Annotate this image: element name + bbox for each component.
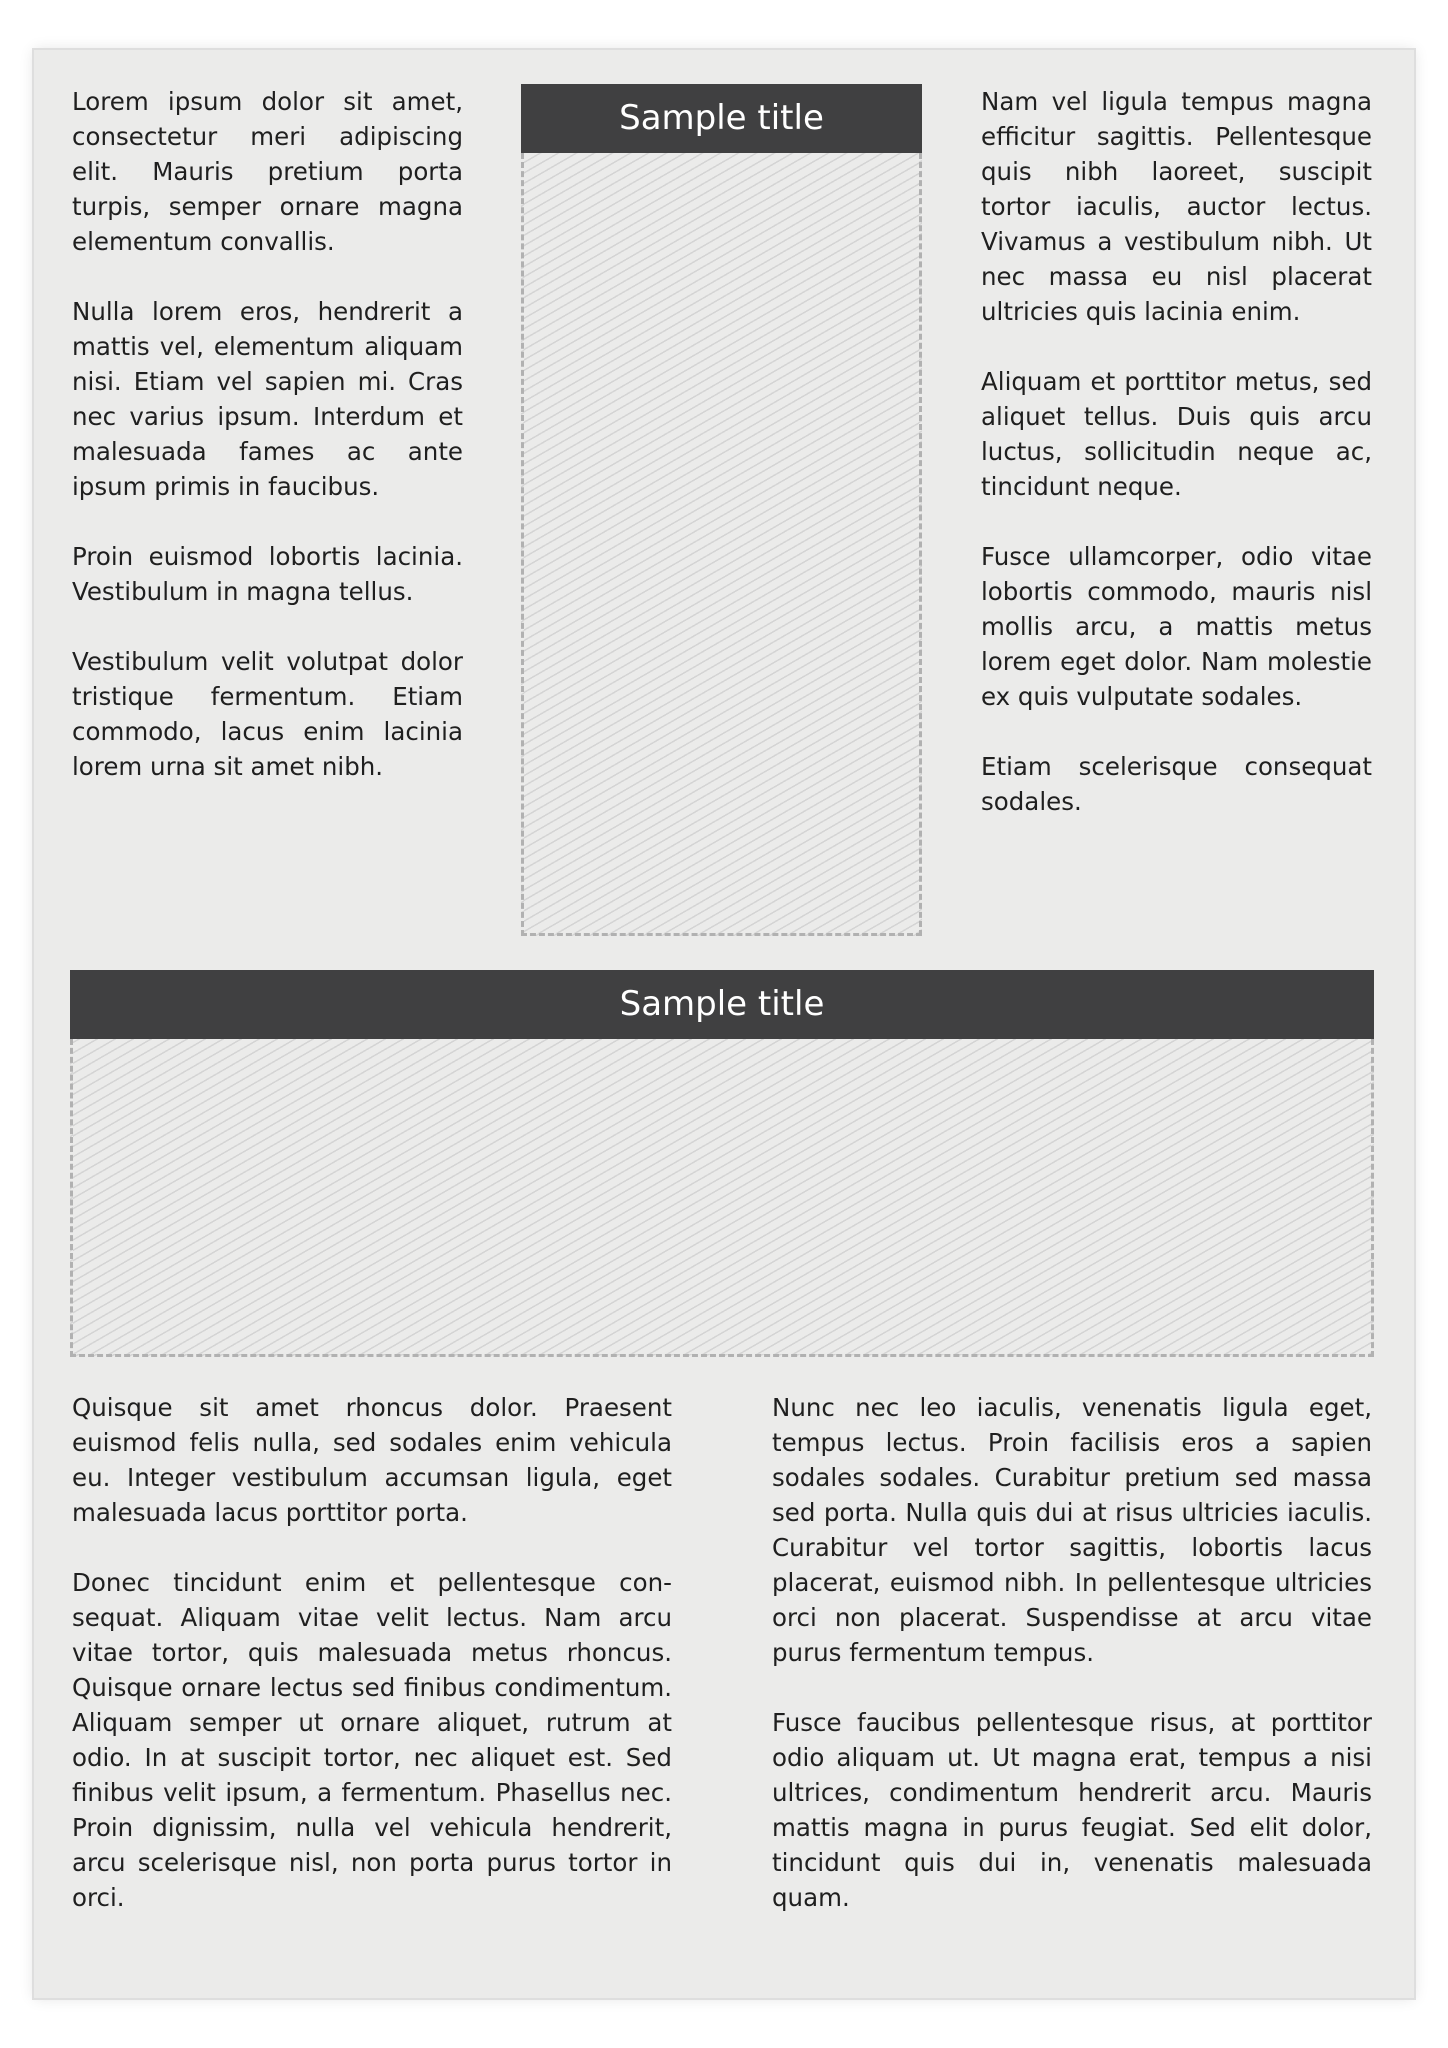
paragraph: Etiam scelerisque consequat sodales. bbox=[981, 752, 1372, 816]
document-page bbox=[34, 50, 1414, 1998]
paragraph: Quisque sit amet rhoncus dolor. Praesent euismod felis nulla, sed sodales enim vehicula eu. Integer vestibulum accumsan ligula, eget malesuada lacus porttitor porta. bbox=[72, 1393, 672, 1527]
paragraph: Nulla lorem eros, hendrerit a mattis vel, elementum aliquam nisi. Etiam vel sapien mi. Cras nec varius ipsum. Interdum et malesuada fames ac ante ipsum primis in faucibus. bbox=[72, 297, 463, 501]
wide-figure-image-placeholder bbox=[70, 1039, 1374, 1357]
paragraph: Donec tincidunt enim et pellentesque consequat. Aliquam vitae velit lectus. Nam arcu vitae tortor, quis malesuada metus rhoncus. Quisque ornare lectus sed finibus condimentum. Aliquam semper ut ornare aliquet, rutrum at odio. In at suscipit tortor, nec aliquet est. Sed finibus velit ipsum, a fermentum. Phasellus nec. Proin dignissim, nulla vel vehicula hendrerit, arcu scelerisque nisl, non porta purus tortor in orci. bbox=[72, 1568, 672, 1912]
top-figure-title: Sample title bbox=[521, 84, 922, 153]
paragraph: Fusce faucibus pellentesque risus, at porttitor odio aliquam ut. Ut magna erat, tempus a nisi ultrices, condimentum hendrerit arcu. Mauris mattis magna in purus feugiat. Sed elit dolor, tincidunt quis dui in, venenatis malesuada quam. bbox=[772, 1708, 1372, 1912]
top-right-text-column bbox=[981, 84, 1372, 819]
paragraph: Fusce ullamcorper, odio vitae lobortis commodo, mauris nisl mollis arcu, a mattis metus lorem eget dolor. Nam molestie ex quis vulputate sodales. bbox=[981, 542, 1372, 711]
paragraph: Lorem ipsum dolor sit amet, consectetur meri adipiscing elit. Mauris pretium porta turpis, semper ornare magna elementum convallis. bbox=[72, 87, 463, 256]
wide-figure bbox=[70, 970, 1374, 1357]
paragraph: Nunc nec leo iaculis, venenatis ligula eget, tempus lectus. Proin facilisis eros a sapien sodales sodales. Curabitur pretium sed massa sed porta. Nulla quis dui at risus ultricies iaculis. Curabitur vel tortor sagittis, lobortis lacus placerat, euismod nibh. In pellentesque ultricies orci non placerat. Suspendisse at arcu vitae purus fermentum tempus. bbox=[772, 1393, 1372, 1667]
paragraph: Aliquam et porttitor metus, sed aliquet tellus. Duis quis arcu luctus, sollicitudin neque ac, tincidunt neque. bbox=[981, 367, 1372, 501]
top-left-text-column bbox=[72, 84, 463, 784]
paragraph: Nam vel ligula tempus magna efficitur sagittis. Pellentesque quis nibh laoreet, suscipit tortor iaculis, auctor lectus. Vivamus a vestibulum nibh. Ut nec massa eu nisl placerat ultricies quis lacinia enim. bbox=[981, 87, 1372, 326]
wide-figure-title: Sample title bbox=[70, 970, 1374, 1039]
paragraph: Vestibulum velit volutpat dolor tristique fermentum. Etiam commodo, lacus enim lacinia lorem urna sit amet nibh. bbox=[72, 647, 463, 781]
paragraph: Proin euismod lobortis lacinia. Vestibulum in magna tellus. bbox=[72, 542, 463, 606]
bottom-left-text-column bbox=[72, 1390, 672, 1915]
bottom-right-text-column bbox=[772, 1390, 1372, 1915]
top-figure bbox=[521, 84, 922, 936]
top-figure-image-placeholder bbox=[521, 153, 922, 936]
